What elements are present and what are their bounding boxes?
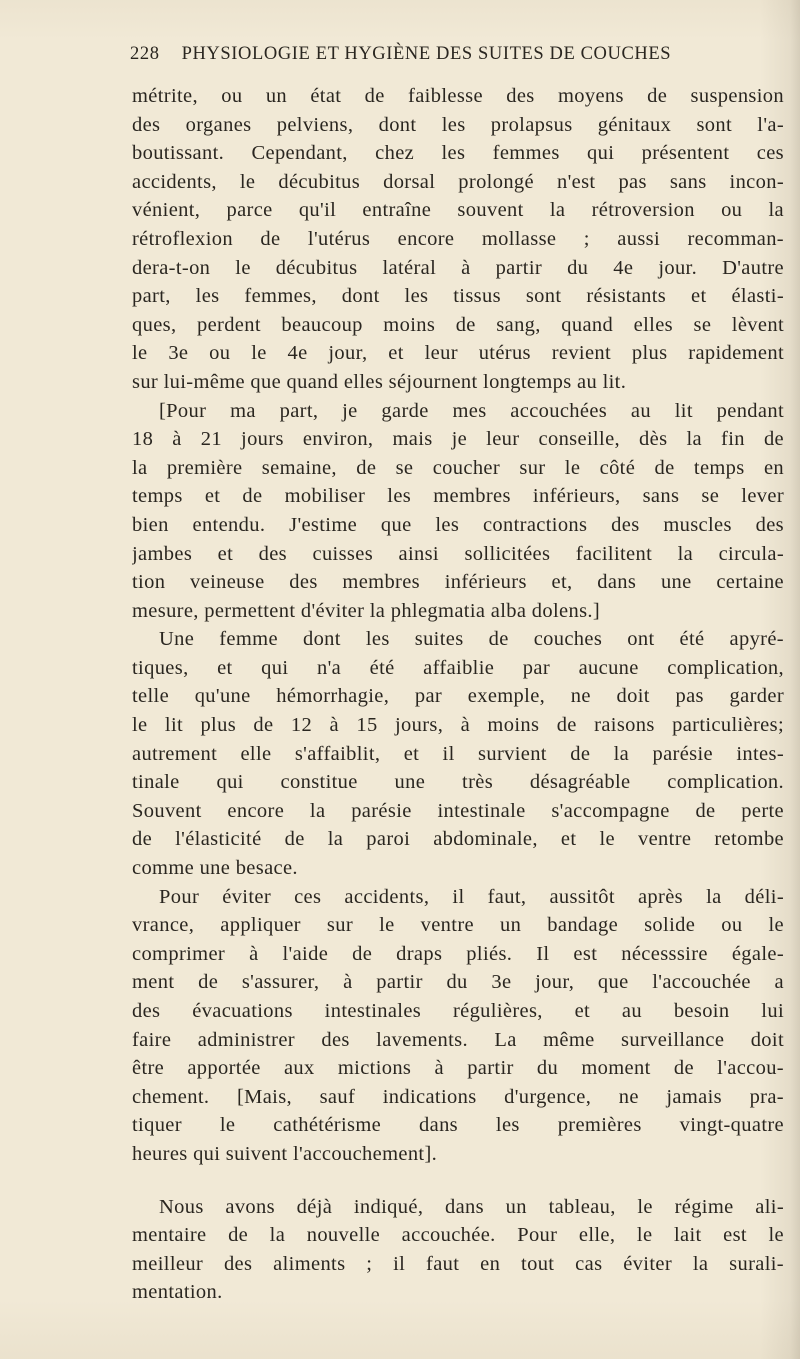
text-line: Une femme dont les suites de couches ont été apyré- [159,628,784,651]
text-line: vrance, appliquer sur le ventre un bandage solide ou le [132,914,784,937]
text-line: telle qu'une hémorrhagie, par exemple, ne doit pas garder [132,685,784,708]
text-line: le lit plus de 12 à 15 jours, à moins de raisons particulières; [132,714,784,737]
text-line: ment de s'assurer, à partir du 3e jour, que l'accouchée a [132,971,784,994]
text-line: des organes pelviens, dont les prolapsus génitaux sont l'a- [132,113,784,136]
paragraph-1 [132,82,784,397]
text-line: dera-t-on le décubitus latéral à partir du 4e jour. D'autre [132,256,784,279]
running-header [130,44,782,74]
text-line: de l'élasticité de la paroi abdominale, et le ventre retombe [132,828,784,851]
paragraph-4 [132,883,784,1169]
body-text [132,82,784,1307]
page-number: 228 [130,44,160,64]
paragraph-2 [132,397,784,626]
text-line: mentation. [132,1281,223,1304]
text-line: métrite, ou un état de faiblesse des moyens de suspension [132,85,784,107]
text-line: le 3e ou le 4e jour, et leur utérus revient plus rapidement [132,342,784,365]
text-line: tinale qui constitue une très désagréable complication. [132,771,784,794]
text-line: Nous avons déjà indiqué, dans un tableau, le régime ali- [159,1195,784,1218]
text-line: faire administrer des lavements. La même surveillance doit [132,1028,784,1051]
text-line: boutissant. Cependant, chez les femmes qui présentent ces [132,142,784,165]
text-line: Pour éviter ces accidents, il faut, aussitôt après la déli- [159,885,784,908]
text-line: 18 à 21 jours environ, mais je leur conseille, dès la fin de [132,428,784,451]
text-line: temps et de mobiliser les membres inférieurs, sans se lever [132,485,784,508]
text-line: mentaire de la nouvelle accouchée. Pour elle, le lait est le [132,1224,784,1247]
text-line: autrement elle s'affaiblit, et il survient de la parésie intes- [132,742,784,765]
text-line: rétroflexion de l'utérus encore mollasse ; aussi recomman- [132,227,784,250]
text-line: chement. [Mais, sauf indications d'urgence, ne jamais pra- [132,1085,784,1108]
text-line: accidents, le décubitus dorsal prolongé n'est pas sans incon- [132,170,784,193]
text-line: Souvent encore la parésie intestinale s'accompagne de perte [132,799,784,822]
text-line: jambes et des cuisses ainsi sollicitées facilitent la circula- [132,542,784,565]
text-line: heures qui suivent l'accouchement]. [132,1142,438,1165]
paragraph-5 [132,1193,784,1307]
text-line: comme une besace. [132,857,298,880]
text-line: meilleur des aliments ; il faut en tout cas éviter la surali- [132,1252,784,1275]
text-line: part, les femmes, dont les tissus sont résistants et élasti- [132,285,784,308]
text-line: mesure, permettent d'éviter la phlegmatia alba dolens.] [132,599,601,622]
text-line: sur lui-même que quand elles séjournent longtemps au lit. [132,370,627,393]
text-line: bien entendu. J'estime que les contractions des muscles des [132,513,784,536]
text-line: comprimer à l'aide de draps pliés. Il est nécesssire égale- [132,942,784,965]
text-line: vénient, parce qu'il entraîne souvent la rétroversion ou la [132,199,784,222]
paragraph-gap [132,1169,784,1193]
text-line: tion veineuse des membres inférieurs et, dans une certaine [132,571,784,594]
text-line: tiquer le cathétérisme dans les premières vingt-quatre [132,1114,784,1137]
text-line: tiques, et qui n'a été affaiblie par aucune complication, [132,656,784,679]
text-line: [Pour ma part, je garde mes accouchées au lit pendant [159,399,784,422]
text-line: ques, perdent beaucoup moins de sang, quand elles se lèvent [132,313,784,336]
text-line: être apportée aux mictions à partir du moment de l'accou- [132,1057,784,1080]
paragraph-3 [132,625,784,882]
text-line: des évacuations intestinales régulières, et au besoin lui [132,1000,784,1022]
running-title: PHYSIOLOGIE ET HYGIÈNE DES SUITES DE COUCHES [181,44,672,64]
text-line: la première semaine, de se coucher sur le côté de temps en [132,456,784,479]
